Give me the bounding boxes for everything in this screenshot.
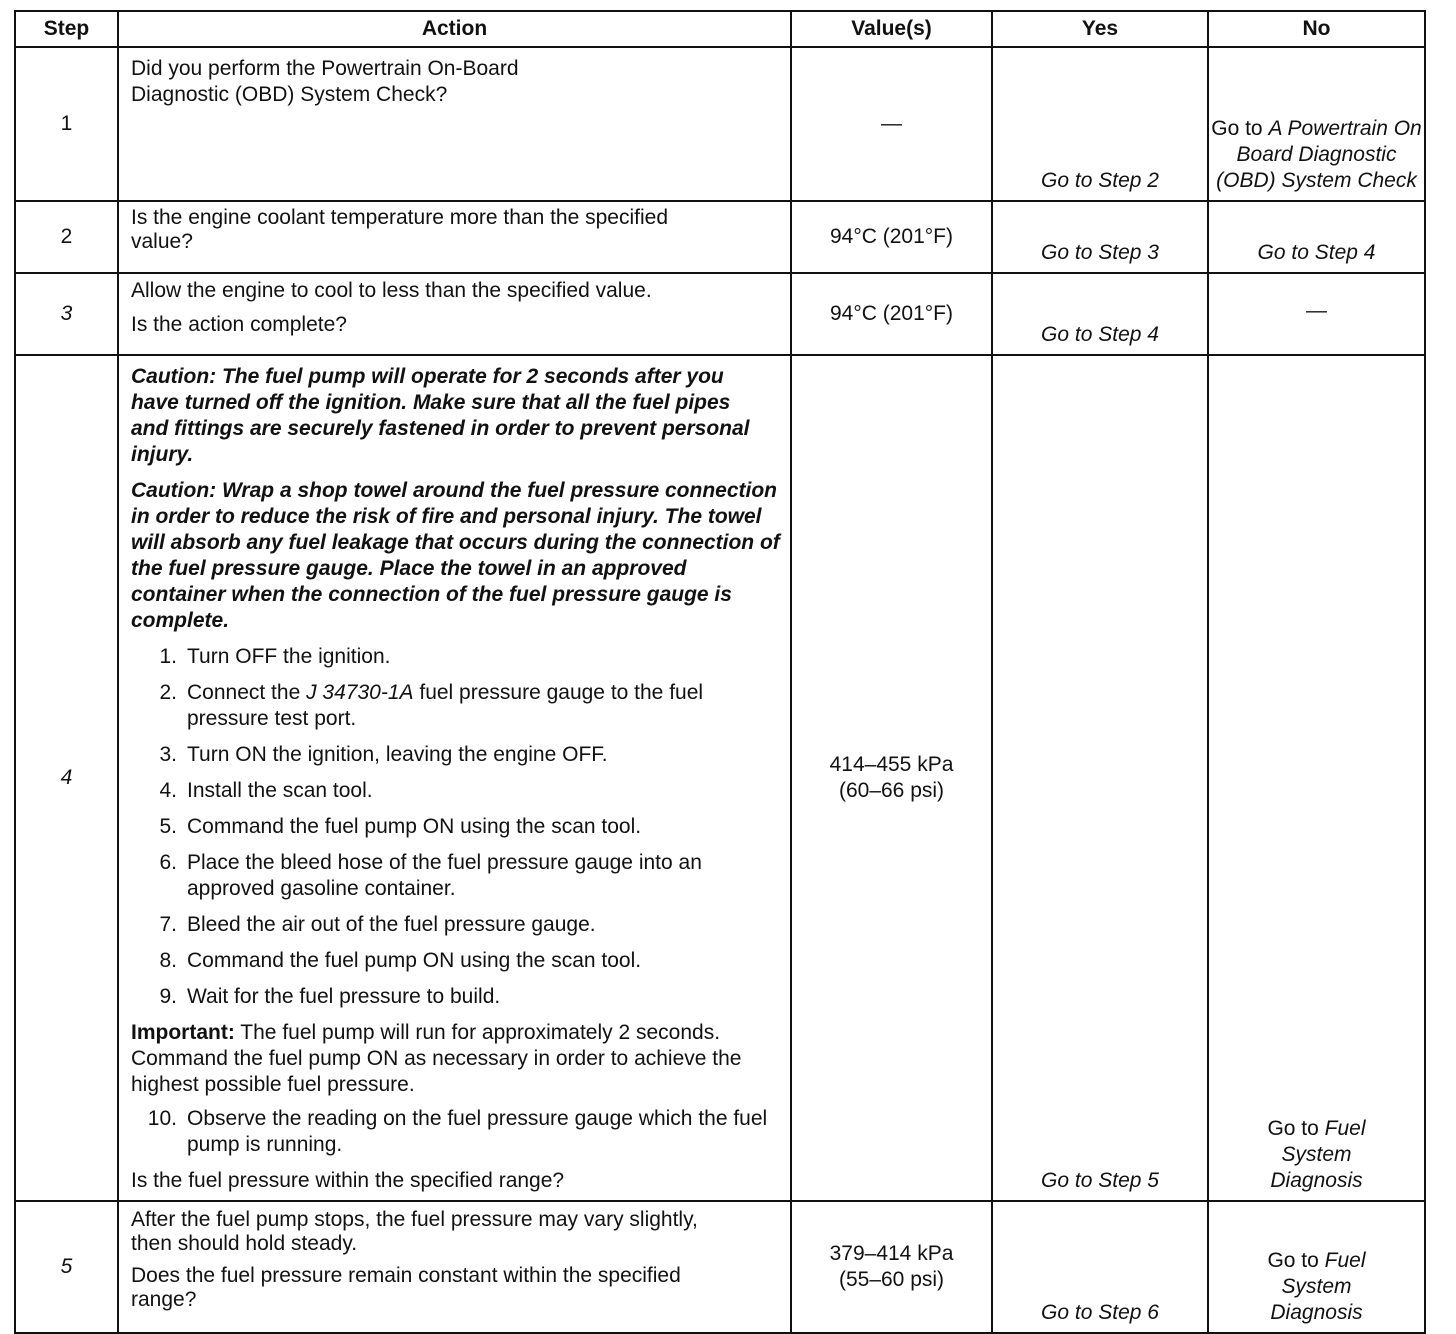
list-item: 9. Wait for the fuel pressure to build. bbox=[159, 985, 501, 1008]
header-no: No bbox=[1208, 11, 1425, 47]
action-question: Is the fuel pressure within the specified range? bbox=[131, 1169, 565, 1192]
action-instruction: After the fuel pump stops, the fuel pressure may vary slightly, then should hold steady. bbox=[131, 1208, 698, 1255]
action-cell bbox=[118, 1201, 791, 1333]
action-cell bbox=[118, 201, 791, 273]
list-item: 10. Observe the reading on the fuel pressure gauge which the fuel pump is running. bbox=[147, 1107, 768, 1156]
action-cell bbox=[118, 47, 791, 201]
header-yes: Yes bbox=[992, 11, 1208, 47]
important-note bbox=[131, 1020, 751, 1098]
list-item: 2. Connect the J 34730-1A fuel pressure gauge to the fuel pressure test port. bbox=[159, 681, 704, 730]
no-link[interactable]: Fuel System Diagnosis bbox=[1270, 1117, 1366, 1192]
table-row bbox=[15, 273, 1425, 355]
list-item: 3. Turn ON the ignition, leaving the engine OFF. bbox=[159, 743, 608, 766]
header-row bbox=[15, 11, 1425, 47]
list-item: 8. Command the fuel pump ON using the scan tool. bbox=[159, 949, 642, 972]
list-item: 4. Install the scan tool. bbox=[159, 779, 373, 802]
no-link[interactable]: Fuel System Diagnosis bbox=[1270, 1249, 1366, 1324]
value-cell bbox=[791, 1201, 992, 1333]
action-question: Does the fuel pressure remain constant within the specified range? bbox=[131, 1264, 681, 1311]
yes-link[interactable]: Go to Step 2 bbox=[992, 47, 1208, 201]
value-psi: (55–60 psi) bbox=[838, 1268, 945, 1291]
header-step: Step bbox=[15, 11, 118, 47]
action-text: Did you perform the Powertrain On-Board Diagnostic (OBD) System Check? bbox=[131, 57, 519, 106]
action-text: Is the engine coolant temperature more than the specified value? bbox=[131, 206, 668, 253]
no-link[interactable]: Go to Step 4 bbox=[1208, 201, 1425, 273]
no-prefix: Go to bbox=[1267, 1249, 1319, 1272]
no-prefix: Go to bbox=[1211, 117, 1263, 140]
step-number: 5 bbox=[15, 1201, 118, 1333]
no-cell: — bbox=[1208, 273, 1425, 355]
table-row bbox=[15, 47, 1425, 201]
yes-link[interactable]: Go to Step 3 bbox=[992, 201, 1208, 273]
action-cell bbox=[118, 273, 791, 355]
step-number: 1 bbox=[15, 47, 118, 201]
important-text: The fuel pump will run for approximately 2 seconds. Command the fuel pump ON as necessary in order to achieve the highest possible fuel pressure. bbox=[131, 1021, 742, 1096]
tool-reference: J 34730-1A bbox=[306, 681, 414, 704]
value-kpa: 379–414 kPa bbox=[829, 1242, 954, 1265]
caution-fuel-pump: Caution: The fuel pump will operate for 2 seconds after you have turned off the ignition. Make sure that all the fuel pipes and fittings are securely fastened in order to prevent personal injury. bbox=[131, 365, 750, 466]
list-item: 1. Turn OFF the ignition. bbox=[159, 645, 391, 668]
value-cell: 94°C (201°F) bbox=[791, 201, 992, 273]
header-values: Value(s) bbox=[791, 11, 992, 47]
value-cell bbox=[791, 355, 992, 1201]
no-prefix: Go to bbox=[1267, 1117, 1319, 1140]
table-row bbox=[15, 355, 1425, 1201]
value-psi: (60–66 psi) bbox=[838, 779, 945, 802]
yes-link[interactable]: Go to Step 5 bbox=[992, 355, 1208, 1201]
yes-link[interactable]: Go to Step 4 bbox=[992, 273, 1208, 355]
no-link[interactable]: A Powertrain On Board Diagnostic (OBD) System Check bbox=[1216, 117, 1422, 192]
value-kpa: 414–455 kPa bbox=[829, 753, 954, 776]
no-cell[interactable] bbox=[1208, 1201, 1425, 1333]
important-label: Important: bbox=[131, 1021, 235, 1044]
value-cell: — bbox=[791, 47, 992, 201]
procedure-list bbox=[131, 644, 782, 1010]
list-item: 6. Place the bleed hose of the fuel pressure gauge into an approved gasoline container. bbox=[159, 851, 702, 900]
list-item: 7. Bleed the air out of the fuel pressure gauge. bbox=[159, 913, 596, 936]
procedure-list-continued bbox=[131, 1106, 782, 1158]
no-cell[interactable] bbox=[1208, 355, 1425, 1201]
step-number: 4 bbox=[15, 355, 118, 1201]
caution-shop-towel: Caution: Wrap a shop towel around the fuel pressure connection in order to reduce the risk of fire and personal injury. The towel will absorb any fuel leakage that occurs during the connection of the fuel pressure gauge. Place the towel in an approved container when the connection of the fuel pressure gauge is complete. bbox=[131, 479, 780, 632]
yes-link[interactable]: Go to Step 6 bbox=[992, 1201, 1208, 1333]
diagnostic-table bbox=[14, 10, 1426, 1334]
no-cell[interactable] bbox=[1208, 47, 1425, 201]
table-row bbox=[15, 1201, 1425, 1333]
list-item: 5. Command the fuel pump ON using the scan tool. bbox=[159, 815, 642, 838]
value-cell: 94°C (201°F) bbox=[791, 273, 992, 355]
action-question: Is the action complete? bbox=[131, 313, 347, 336]
step-number: 2 bbox=[15, 201, 118, 273]
table-row bbox=[15, 201, 1425, 273]
header-action: Action bbox=[118, 11, 791, 47]
action-cell bbox=[118, 355, 791, 1201]
action-instruction: Allow the engine to cool to less than the specified value. bbox=[131, 279, 652, 302]
step-number: 3 bbox=[15, 273, 118, 355]
